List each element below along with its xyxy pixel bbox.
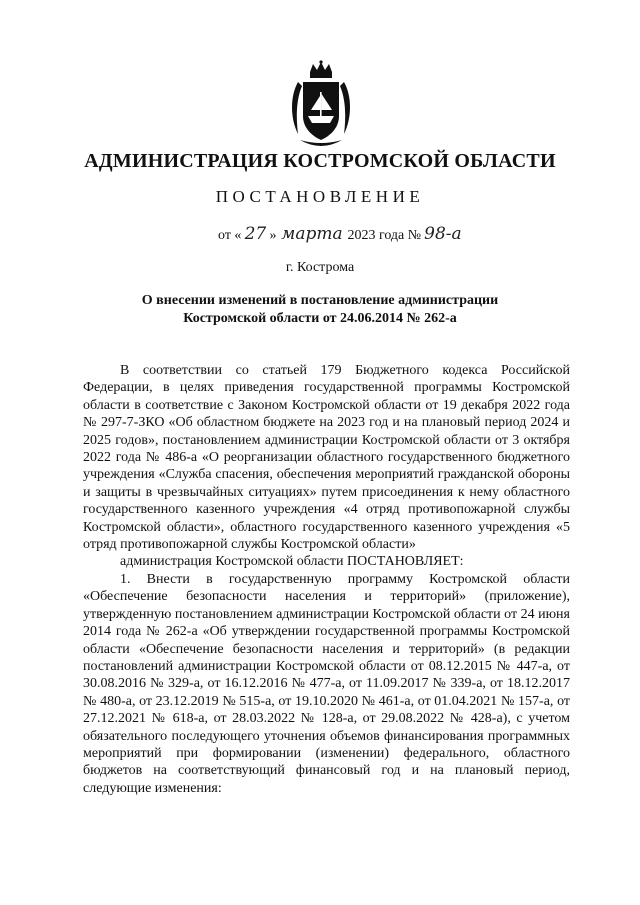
document-type-heading: ПОСТАНОВЛЕНИЕ <box>215 187 425 206</box>
organization-title: АДМИНИСТРАЦИЯ КОСТРОМСКОЙ ОБЛАСТИ <box>84 150 556 172</box>
date-day-handwritten: 27 <box>244 224 267 244</box>
date-prefix: от « <box>218 228 242 243</box>
laurel-base-icon <box>300 140 342 146</box>
document-subject <box>90 292 550 327</box>
subject-line-2: Костромской области от 24.06.2014 № 262-а <box>183 310 457 326</box>
document-body <box>83 362 570 797</box>
preamble-paragraph: В соответствии со статьей 179 Бюджетного кодекса Российской Федерации, в целях приведения государственной программы Костромской области в соответствие с Законом Костромской области от 19 декабря 2022 года № 297-7-ЗКО «Об областном бюджете на 2023 год и на плановый период 2024 и 2025 годов», постановлением администрации Костромской области от 3 октября 2022 года № 486-а «О реорганизации областного государственного бюджетного учреждения «Служба спасения, обеспечения мероприятий гражданской обороны и защиты в чрезвычайных ситуациях» путем присоединения к нему областного государственного казенного учреждения «4 отряд противопожарной службы Костромской области», областного государственного казенного учреждения «5 отряд противопожарной службы Костромской области» <box>83 363 570 553</box>
date-line <box>218 224 464 244</box>
document-number-handwritten: 98-а <box>424 224 462 244</box>
date-year-text: 2023 года № <box>347 228 422 243</box>
left-ribbon-icon <box>292 82 302 134</box>
date-day-close: » <box>269 228 277 243</box>
date-month-handwritten: марта <box>281 224 343 244</box>
subject-line-1: О внесении изменений в постановление администрации <box>141 293 499 308</box>
city-line: г. Кострома <box>285 260 355 275</box>
right-ribbon-icon <box>340 82 350 134</box>
item-1-paragraph: 1. Внести в государственную программу Костромской области «Обеспечение безопасности населения и территорий» (приложение), утвержденную постановлением администрации Костромской области от 24 июня 2014 года № 262-а «Об утверждении государственной программы Костромской области «Обеспечение безопасности населения и территорий» (в редакции постановлений администрации Костромской области от 08.12.2015 № 447-а, от 30.08.2016 № 329-а, от 16.12.2016 № 477-а, от 11.09.2017 № 339-а, от 18.12.2017 № 480-а, от 23.12.2019 № 515-а, от 19.10.2020 № 461-а, от 01.04.2021 № 157-а, от 27.12.2021 № 618-а, от 28.03.2022 № 128-а, от 29.08.2022 № 428-а), с учетом обязательного последующего уточнения объемов финансирования программных мероприятий при формировании (изменении) федерального, областного бюджетов на соответствующий финансовый год и на плановый период, следующие изменения: <box>83 571 570 796</box>
resolution-paragraph: администрация Костромской области ПОСТАНОВЛЯЕТ: <box>120 554 464 570</box>
coat-of-arms-emblem <box>286 60 356 148</box>
crown-icon <box>310 60 332 78</box>
